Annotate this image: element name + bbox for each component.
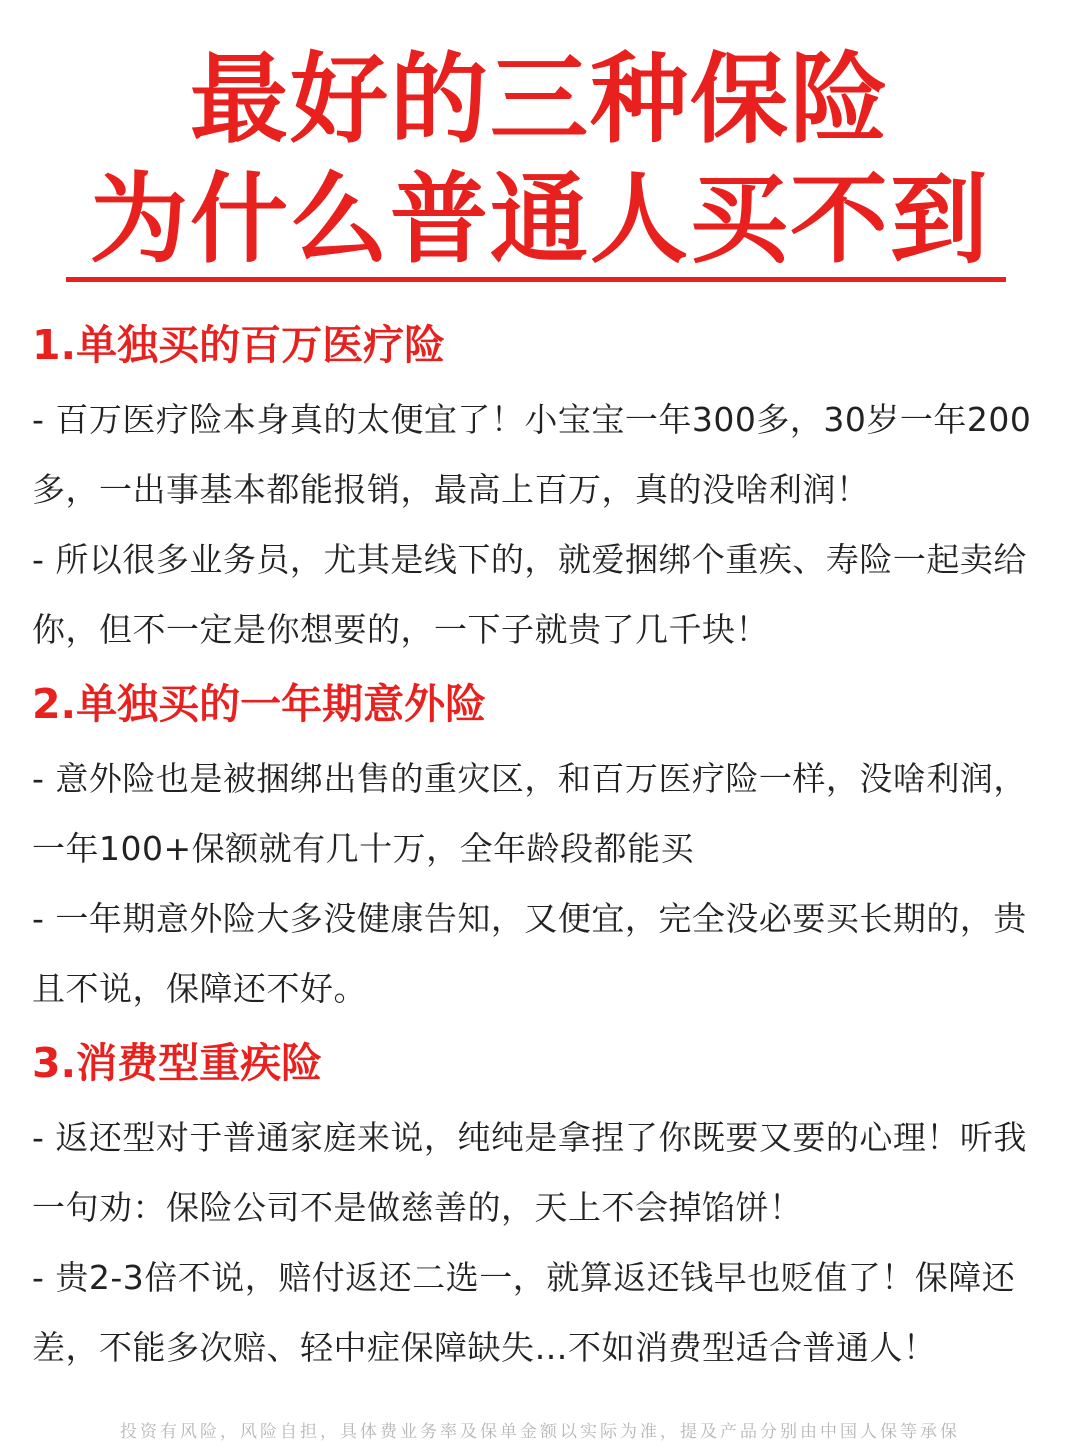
section-paragraph: - 所以很多业务员，尤其是线下的，就爱捆绑个重疾、寿险一起卖给你，但不一定是你想要的，一下子就贵了几千块！ (32, 540, 1027, 649)
page-title (0, 40, 1080, 280)
section-paragraph: - 一年期意外险大多没健康告知，又便宜，完全没必要买长期的，贵且不说，保障还不好。 (32, 899, 1027, 1008)
title-line-2: 为什么普通人买不到 (89, 163, 990, 277)
section-heading: 3.消费型重疾险 (32, 1039, 323, 1087)
section-paragraph: - 贵2-3倍不说，赔付返还二选一，就算返还钱早也贬值了！保障还差，不能多次赔、轻中症保障缺失…不如消费型适合普通人！ (32, 1258, 1016, 1367)
disclaimer-text: 投资有风险，风险自担，具体费业务率及保单金额以实际为准，提及产品分别由中国人保等承保 (120, 1422, 960, 1442)
section-medical-insurance (32, 316, 1052, 665)
section-accident-insurance (32, 675, 1052, 1024)
section-heading: 2.单独买的一年期意外险 (32, 680, 487, 728)
section-heading: 1.单独买的百万医疗险 (32, 321, 446, 369)
section-critical-illness-insurance (32, 1034, 1052, 1383)
section-paragraph: - 意外险也是被捆绑出售的重灾区，和百万医疗险一样，没啥利润，一年100+保额就有几十万，全年龄段都能买 (32, 759, 1027, 868)
title-line-1: 最好的三种保险 (189, 43, 890, 157)
section-paragraph: - 百万医疗险本身真的太便宜了！小宝宝一年300多，30岁一年200多，一出事基本都能报销，最高上百万，真的没啥利润！ (32, 400, 1032, 509)
title-divider (66, 277, 1006, 282)
article-body (32, 316, 1052, 1393)
section-paragraph: - 返还型对于普通家庭来说，纯纯是拿捏了你既要又要的心理！听我一句劝：保险公司不是做慈善的，天上不会掉馅饼！ (32, 1118, 1027, 1227)
